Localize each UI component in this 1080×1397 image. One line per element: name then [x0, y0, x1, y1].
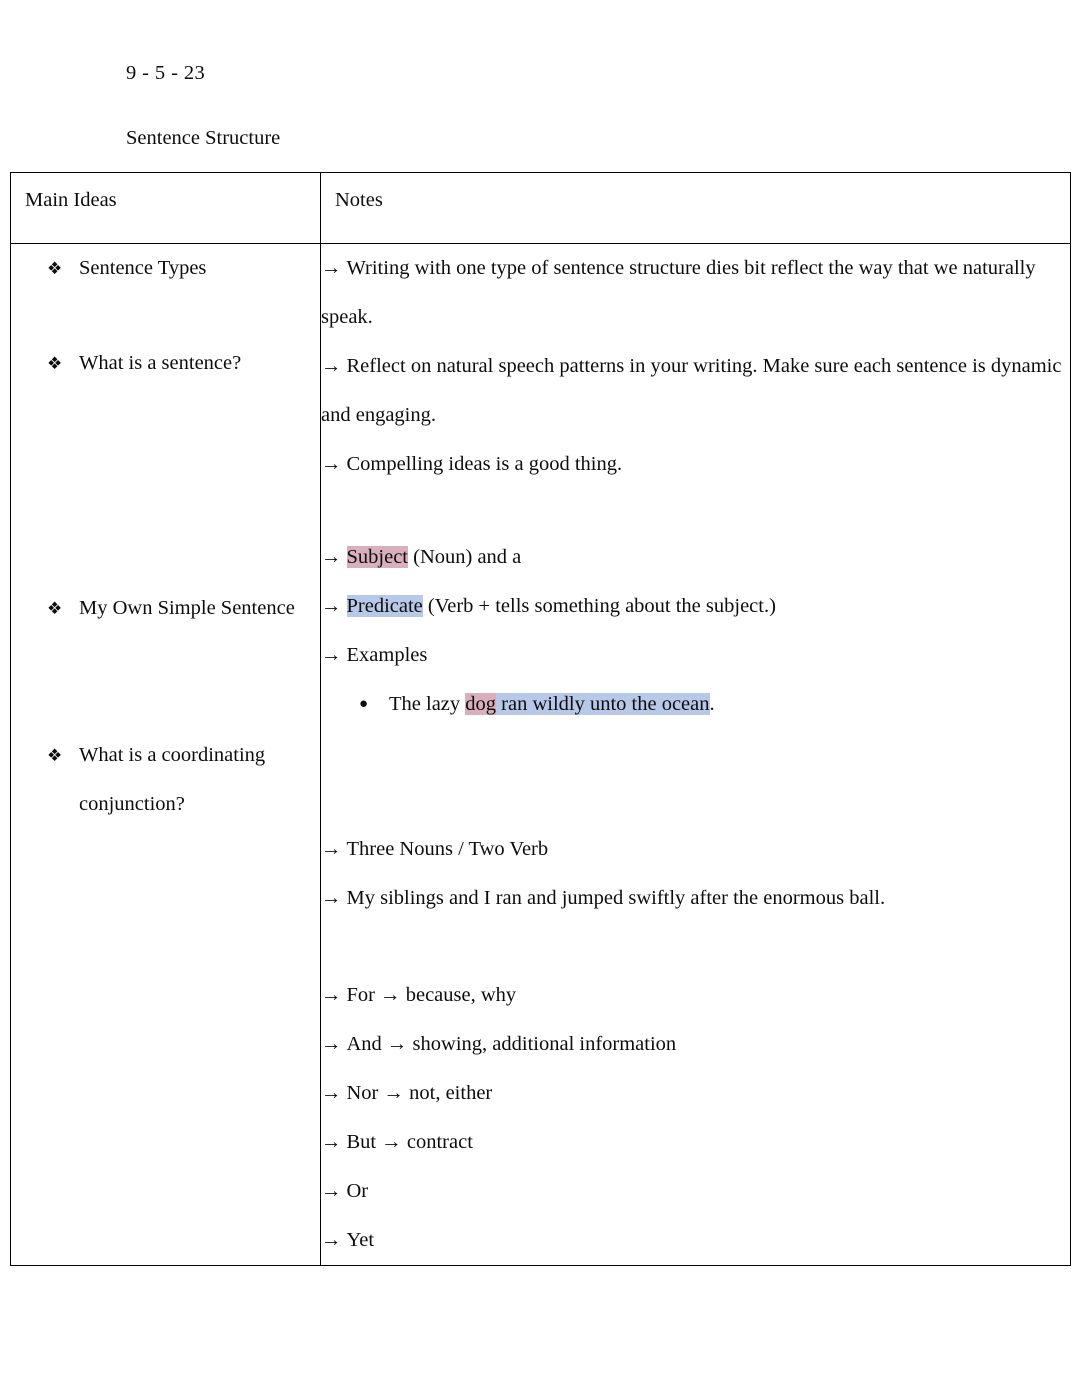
arrow-icon: → [321, 257, 342, 279]
document-date: 9 - 5 - 23 [126, 62, 206, 84]
arrow-icon: → [321, 1082, 342, 1104]
idea-label: My Own Simple Sentence [79, 597, 295, 619]
note-line [321, 1118, 1070, 1167]
note-line [321, 1069, 1070, 1118]
note-line [321, 825, 1070, 874]
note-line-subject [321, 533, 1070, 582]
note-text: Three Nouns / Two Verb [346, 838, 549, 860]
diamond-bullet-icon: ❖ [47, 599, 63, 618]
idea-label: What is a sentence? [79, 352, 242, 374]
notes-cell [321, 244, 1071, 1266]
spacer [11, 293, 320, 339]
note-text: Compelling ideas is a good thing. [346, 453, 623, 475]
spacer [11, 388, 320, 584]
note-line-predicate [321, 582, 1070, 631]
arrow-icon: → [321, 1033, 342, 1055]
note-text: My siblings and I ran and jumped swiftly after the enormous ball. [346, 887, 886, 909]
spacer [321, 923, 1070, 971]
spacer [321, 489, 1070, 533]
idea-item-what-is-a-sentence [11, 339, 320, 388]
spacer [11, 633, 320, 731]
arrow-icon: → [321, 887, 342, 909]
diamond-bullet-icon: ❖ [47, 259, 63, 278]
highlighted-term-predicate: Predicate [346, 595, 423, 617]
idea-item-sentence-types [11, 244, 320, 293]
table-row [11, 244, 1071, 1266]
note-text: For → because, why [346, 984, 517, 1006]
notes-table [10, 172, 1071, 1266]
example-suffix: . [709, 693, 715, 715]
highlighted-predicate-phrase: ran wildly unto the ocean [496, 693, 709, 715]
note-line [321, 244, 1070, 342]
note-line [321, 1167, 1070, 1216]
arrow-icon: → [321, 355, 342, 377]
note-text: (Noun) and a [413, 546, 522, 568]
note-text: And → showing, additional information [346, 1033, 677, 1055]
highlighted-term-subject: Subject [346, 546, 408, 568]
arrow-icon: → [321, 595, 342, 617]
highlighted-subject-dog: dog [465, 693, 497, 715]
arrow-icon: → [321, 644, 342, 666]
header-cell-notes [321, 173, 1071, 244]
example-sentence [389, 680, 1070, 729]
column-header-notes: Notes [335, 189, 383, 211]
spacer [321, 729, 1070, 825]
idea-item-coordinating-conjunction [11, 731, 320, 829]
note-text: Writing with one type of sentence structure dies bit reflect the way that we naturally speak. [321, 257, 1036, 328]
arrow-icon: → [321, 1180, 342, 1202]
note-line [321, 1216, 1070, 1265]
note-line [321, 440, 1070, 489]
note-text: But → contract [346, 1131, 473, 1153]
note-line [321, 971, 1070, 1020]
example-sentence-item [321, 680, 1070, 729]
note-text: Or [346, 1180, 369, 1202]
arrow-icon: → [321, 838, 342, 860]
idea-item-my-own-simple-sentence [11, 584, 320, 633]
example-prefix: The lazy [389, 693, 466, 715]
note-text: Nor → not, either [346, 1082, 493, 1104]
diamond-bullet-icon: ❖ [47, 354, 63, 373]
note-text: Yet [346, 1229, 375, 1251]
note-line-examples [321, 631, 1070, 680]
note-line [321, 1020, 1070, 1069]
note-text: Examples [346, 644, 428, 666]
arrow-icon: → [321, 1131, 342, 1153]
round-bullet-icon: ● [359, 696, 369, 712]
document-title: Sentence Structure [126, 127, 281, 149]
table-header-row [11, 173, 1071, 244]
main-ideas-cell [11, 244, 321, 1266]
idea-label: Sentence Types [79, 257, 207, 279]
note-text: Reflect on natural speech patterns in your writing. Make sure each sentence is dynamic and engaging. [321, 355, 1062, 426]
arrow-icon: → [321, 546, 342, 568]
arrow-icon: → [321, 1229, 342, 1251]
arrow-icon: → [321, 453, 342, 475]
arrow-icon: → [321, 984, 342, 1006]
note-text: (Verb + tells something about the subject.) [427, 595, 776, 617]
diamond-bullet-icon: ❖ [47, 746, 63, 765]
idea-label: What is a coordinating conjunction? [79, 744, 266, 815]
note-line [321, 342, 1070, 440]
column-header-main-ideas: Main Ideas [25, 189, 117, 211]
note-line [321, 874, 1070, 923]
header-cell-main-ideas [11, 173, 321, 244]
